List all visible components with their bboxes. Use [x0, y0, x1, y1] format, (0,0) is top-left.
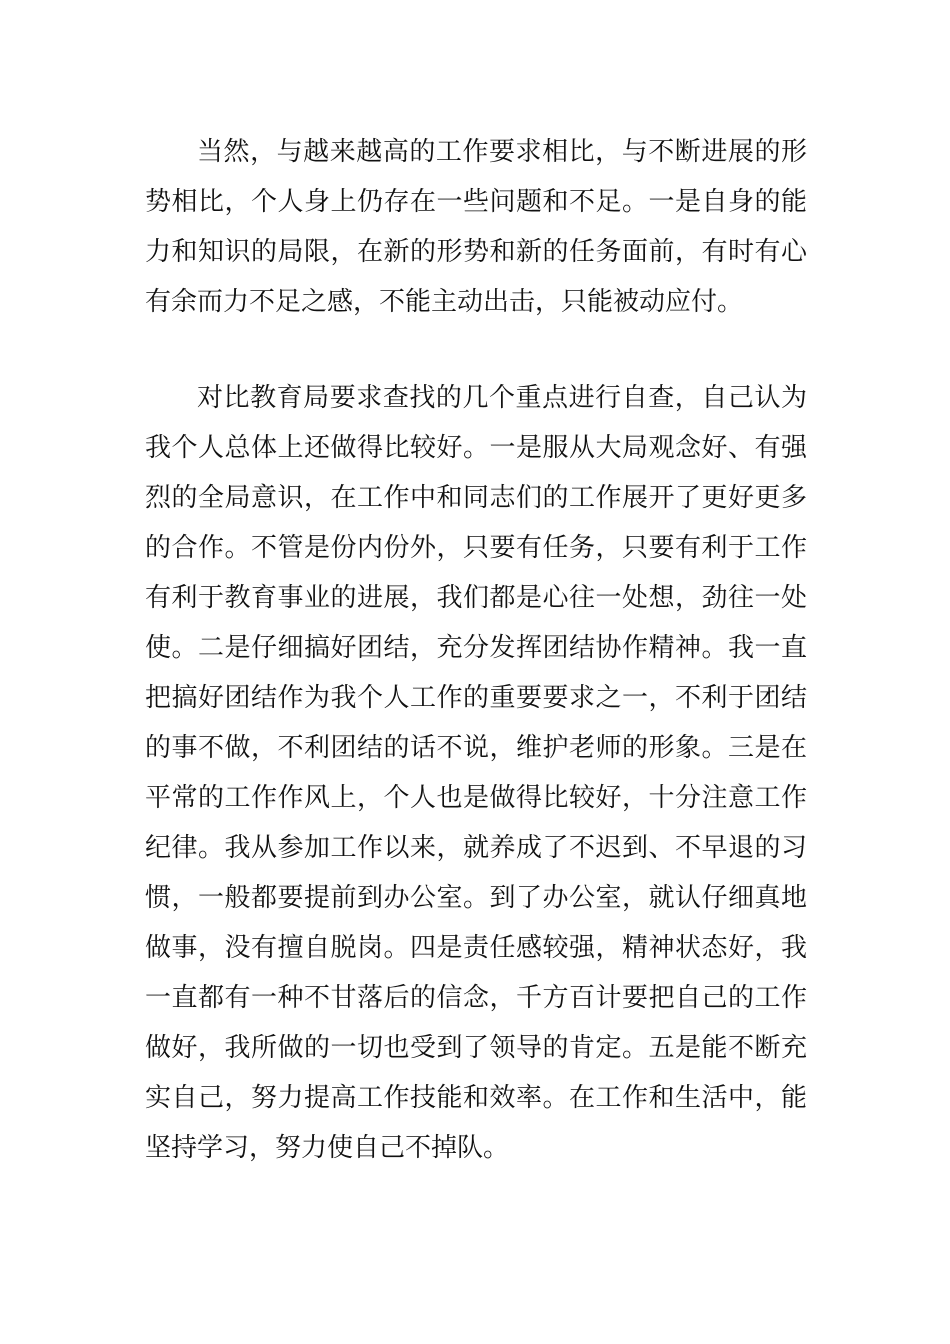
paragraph-line: 惯，一般都要提前到办公室。到了办公室，就认仔细真地	[145, 883, 807, 913]
paragraph-line: 力和知识的局限，在新的形势和新的任务面前，有时有心	[145, 237, 807, 267]
paragraph-line: 的合作。不管是份内份外，只要有任务，只要有利于工作	[145, 533, 807, 563]
paragraph-line: 一直都有一种不甘落后的信念，千方百计要把自己的工作	[145, 983, 807, 1013]
paragraph-line: 当然，与越来越高的工作要求相比，与不断进展的形	[197, 137, 807, 167]
paragraph-line: 做事，没有擅自脱岗。四是责任感较强，精神状态好，我	[145, 933, 807, 963]
paragraph-line: 有利于教育事业的进展，我们都是心往一处想，劲往一处	[145, 583, 807, 613]
paragraph-line: 烈的全局意识，在工作中和同志们的工作展开了更好更多	[145, 483, 807, 513]
paragraph-shortcomings	[145, 127, 807, 327]
paragraph-line: 使。二是仔细搞好团结，充分发挥团结协作精神。我一直	[145, 633, 807, 663]
paragraph-self-check	[145, 373, 807, 1173]
paragraph-line: 平常的工作作风上，个人也是做得比较好，十分注意工作	[145, 783, 807, 813]
paragraph-line: 的事不做，不利团结的话不说，维护老师的形象。三是在	[145, 733, 807, 763]
paragraph-line: 纪律。我从参加工作以来，就养成了不迟到、不早退的习	[145, 833, 807, 863]
paragraph-line: 实自己，努力提高工作技能和效率。在工作和生活中，能	[145, 1083, 807, 1113]
paragraph-line: 把搞好团结作为我个人工作的重要要求之一，不利于团结	[145, 683, 807, 713]
paragraph-line: 对比教育局要求查找的几个重点进行自查，自己认为	[197, 383, 807, 413]
paragraph-line: 做好，我所做的一切也受到了领导的肯定。五是能不断充	[145, 1033, 807, 1063]
paragraph-line: 有余而力不足之感，不能主动出击，只能被动应付。	[145, 287, 744, 317]
paragraph-line: 势相比，个人身上仍存在一些问题和不足。一是自身的能	[145, 187, 807, 217]
paragraph-line: 坚持学习，努力使自己不掉队。	[145, 1133, 510, 1163]
paragraph-line: 我个人总体上还做得比较好。一是服从大局观念好、有强	[145, 433, 807, 463]
